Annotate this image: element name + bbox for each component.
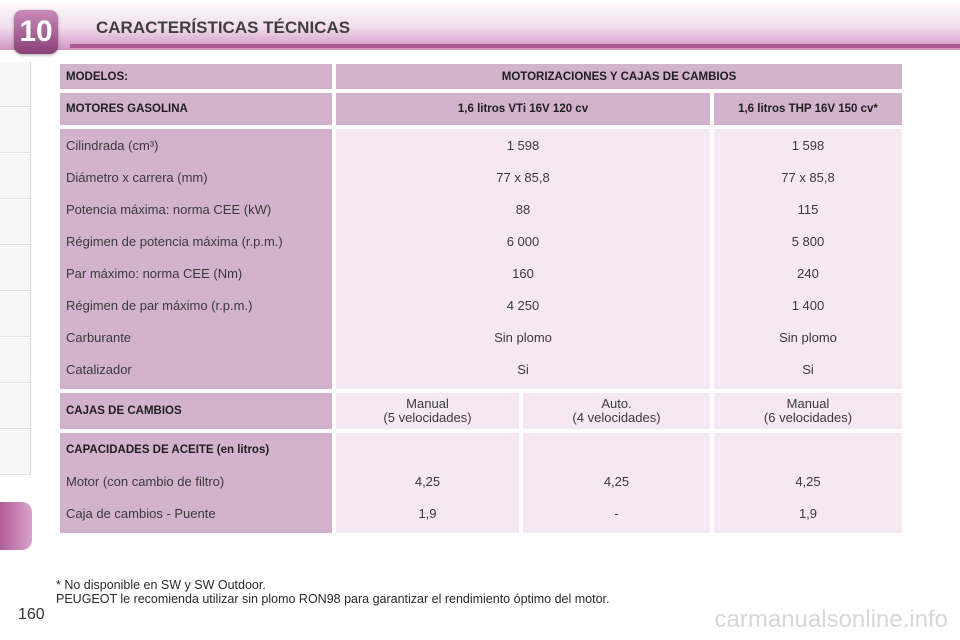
oil-value: 1,9 (418, 506, 437, 521)
spec-label: Régimen de par máximo (r.p.m.) (66, 298, 253, 313)
engine-1-values (336, 129, 710, 389)
table-row (60, 433, 902, 533)
engine-1-header: 1,6 litros VTi 16V 120 cv (336, 93, 710, 125)
footnote-availability: * No disponible en SW y SW Outdoor. (56, 578, 266, 592)
spec-value: 88 (515, 202, 531, 217)
header-underline (70, 44, 960, 48)
gearbox-speeds: (5 velocidades) (383, 410, 472, 425)
oil-capacity-header: CAPACIDADES DE ACEITE (en litros) (66, 444, 270, 456)
table-row (60, 393, 902, 429)
models-label: MODELOS: (60, 64, 332, 89)
gearbox-type: Auto. (601, 396, 632, 411)
page-number: 160 (18, 606, 45, 623)
oil-value: - (614, 506, 619, 521)
spec-value: 77 x 85,8 (496, 170, 550, 185)
chapter-tab[interactable] (0, 200, 31, 245)
gearbox-cell (523, 393, 710, 429)
spec-value: 1 598 (506, 138, 540, 153)
spec-value: Sin plomo (494, 330, 552, 345)
spec-value: 240 (797, 266, 819, 281)
oil-values-col-1 (336, 433, 519, 533)
table-row (60, 129, 902, 389)
oil-label: Caja de cambios - Puente (66, 506, 216, 521)
spec-value: 160 (512, 266, 534, 281)
gearbox-cell (336, 393, 519, 429)
chapter-tab[interactable] (0, 246, 31, 291)
oil-values-col-3 (714, 433, 902, 533)
gearbox-label: CAJAS DE CAMBIOS (60, 393, 332, 429)
gearbox-type: Manual (406, 396, 449, 411)
spec-value: 6 000 (506, 234, 540, 249)
footnote-fuel-recommendation: PEUGEOT le recomienda utilizar sin plomo RON98 para garantizar el rendimiento óptimo del motor. (56, 592, 610, 606)
watermark: carmanualsonline.info (714, 606, 948, 633)
footnote (56, 578, 610, 606)
spec-value: Si (517, 362, 529, 377)
chapter-tab[interactable] (0, 384, 31, 429)
spec-labels (60, 129, 332, 389)
chapter-tab[interactable] (0, 62, 31, 107)
chapter-tab-strip (0, 62, 36, 572)
table-row (60, 64, 902, 89)
oil-value: 4,25 (795, 474, 821, 489)
spec-label: Par máximo: norma CEE (Nm) (66, 266, 243, 281)
engine-2-header: 1,6 litros THP 16V 150 cv* (714, 93, 902, 125)
spec-label: Potencia máxima: norma CEE (kW) (66, 202, 272, 217)
oil-label: Motor (con cambio de filtro) (66, 474, 225, 489)
chapter-tab[interactable] (0, 292, 31, 337)
oil-value: 1,9 (798, 506, 818, 521)
spec-label: Régimen de potencia máxima (r.p.m.) (66, 234, 283, 249)
spec-value: 1 598 (791, 138, 825, 153)
chapter-number-badge: 10 (14, 10, 58, 54)
spec-value: 77 x 85,8 (781, 170, 835, 185)
spec-value: Si (802, 362, 814, 377)
oil-labels (60, 433, 332, 533)
spec-value: 4 250 (506, 298, 540, 313)
engine-2-values (714, 129, 902, 389)
chapter-tab[interactable] (0, 430, 31, 475)
oil-values-col-2 (523, 433, 710, 533)
technical-specs-table (56, 60, 906, 537)
oil-value: 4,25 (414, 474, 441, 489)
spec-label: Diámetro x carrera (mm) (66, 170, 208, 185)
chapter-tab-active[interactable] (0, 502, 32, 550)
petrol-engines-label: MOTORES GASOLINA (60, 93, 332, 125)
chapter-tab[interactable] (0, 338, 31, 383)
spec-label: Carburante (66, 330, 132, 345)
page-title: CARACTERÍSTICAS TÉCNICAS (96, 18, 351, 37)
spec-label: Cilindrada (cm³) (66, 138, 159, 153)
table-row (60, 93, 902, 125)
oil-value: 4,25 (603, 474, 630, 489)
chapter-tab[interactable] (0, 108, 31, 153)
spec-value: 1 400 (791, 298, 825, 313)
spec-value: 115 (797, 202, 819, 217)
gearbox-type: Manual (786, 396, 830, 411)
gearbox-speeds: (4 velocidades) (572, 410, 661, 425)
gearbox-cell (714, 393, 902, 429)
chapter-tab[interactable] (0, 154, 31, 199)
gearbox-speeds: (6 velocidades) (763, 410, 853, 425)
spec-label: Catalizador (66, 362, 132, 377)
engines-header: MOTORIZACIONES Y CAJAS DE CAMBIOS (336, 64, 902, 89)
spec-value: 5 800 (791, 234, 825, 249)
spec-value: Sin plomo (779, 330, 837, 345)
